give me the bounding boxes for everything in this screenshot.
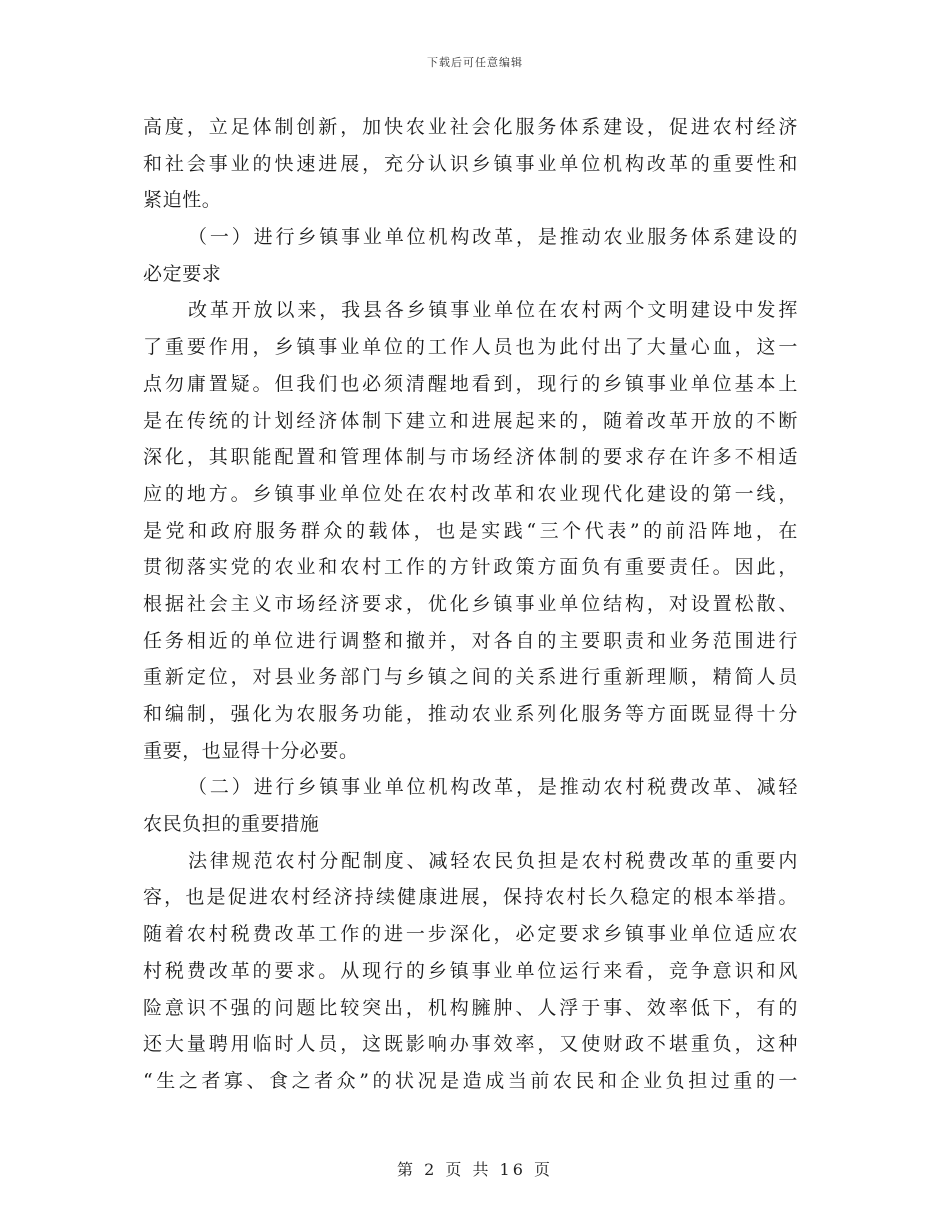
text-line: “生之者寡、食之者众”的状况是造成当前农民和企业负担过重的一 [143, 1069, 798, 1092]
text-line: 应的地方。乡镇事业单位处在农村改革和农业现代化建设的第一线， [143, 482, 798, 505]
document-body [143, 109, 798, 1100]
text-line: 高度，立足体制创新，加快农业社会化服务体系建设，促进农村经济 [143, 116, 798, 138]
text-line: 根据社会主义市场经济要求，优化乡镇事业单位结构，对设置松散、 [143, 592, 798, 615]
text-line: 和编制，强化为农服务功能，推动农业系列化服务等方面既显得十分 [143, 703, 798, 725]
text-line: 容，也是促进农村经济持续健康进展，保持农村长久稳定的根本举措。 [143, 886, 798, 909]
text-line: 紧迫性。 [143, 189, 222, 212]
text-line: 改革开放以来，我县各乡镇事业单位在农村两个文明建设中发挥 [188, 299, 798, 322]
text-line: 是党和政府服务群众的载体，也是实践“三个代表”的前沿阵地，在 [143, 519, 798, 542]
text-line: 险意识不强的问题比较突出，机构臃肿、人浮于事、效率低下，有的 [143, 996, 798, 1019]
text-line: 是在传统的计划经济体制下建立和进展起来的，随着改革开放的不断 [143, 409, 798, 432]
text-line: 农民负担的重要措施 [143, 813, 320, 836]
text-line: 重要，也显得十分必要。 [143, 739, 359, 762]
text-line: 还大量聘用临时人员，这既影响办事效率，又使财政不堪重负，这种 [143, 1033, 798, 1056]
text-line: 法律规范农村分配制度、减轻农民负担是农村税费改革的重要内 [188, 849, 798, 872]
page-header-note: 下载后可任意编辑 [427, 56, 523, 69]
text-line: 必定要求 [143, 262, 222, 285]
text-line: 和社会事业的快速进展，充分认识乡镇事业单位机构改革的重要性和 [143, 152, 798, 175]
page-footer: 第 2 页 共 16 页 [397, 1160, 553, 1179]
text-line: 村税费改革的要求。从现行的乡镇事业单位运行来看，竞争意识和风 [143, 959, 798, 982]
text-line: 点勿庸置疑。但我们也必须清醒地看到，现行的乡镇事业单位基本上 [143, 372, 798, 395]
text-line: 深化，其职能配置和管理体制与市场经济体制的要求存在许多不相适 [143, 446, 798, 469]
text-line: 随着农村税费改革工作的进一步深化，必定要求乡镇事业单位适应农 [143, 923, 798, 946]
text-line: （二）进行乡镇事业单位机构改革，是推动农村税费改革、减轻 [188, 776, 798, 799]
text-line: 了重要作用，乡镇事业单位的工作人员也为此付出了大量心血，这一 [143, 336, 798, 359]
text-line: 任务相近的单位进行调整和撤并，对各自的主要职责和业务范围进行 [143, 629, 798, 652]
text-line: 重新定位，对县业务部门与乡镇之间的关系进行重新理顺，精简人员 [143, 666, 798, 689]
text-line: 贯彻落实党的农业和农村工作的方针政策方面负有重要责任。因此， [143, 556, 798, 579]
text-line: （一）进行乡镇事业单位机构改革，是推动农业服务体系建设的 [188, 226, 798, 249]
